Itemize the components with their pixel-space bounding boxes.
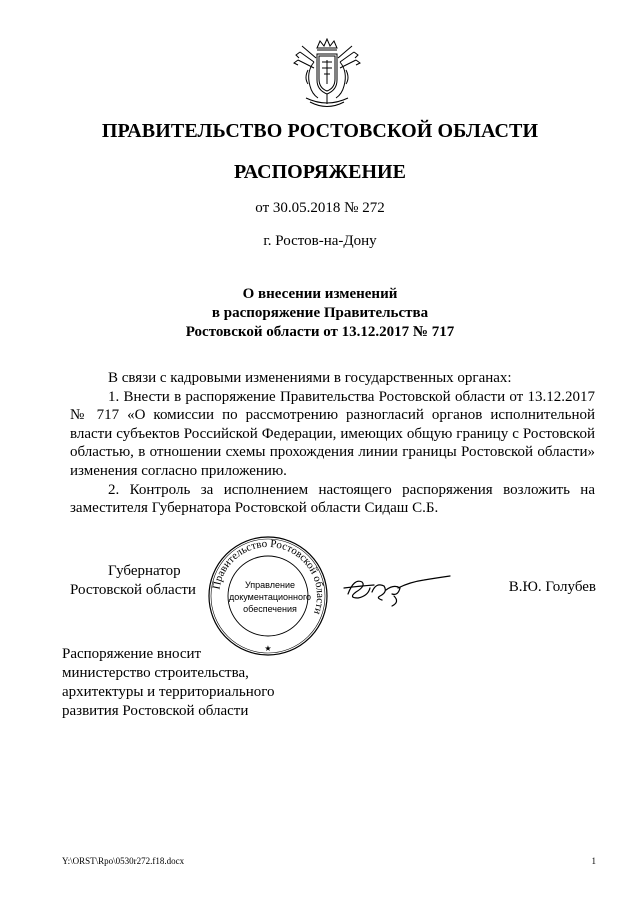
submitted-by-line: министерство строительства, bbox=[62, 665, 249, 681]
seal-star-icon: ★ bbox=[264, 644, 272, 653]
official-seal bbox=[207, 535, 329, 657]
subject-line: в распоряжение Правительства bbox=[211, 305, 429, 321]
body-item-2: 2. Контроль за исполнением настоящего распоряжения возложить на заместителя Губернатора Ростовской области Сидаш С.Б. bbox=[70, 481, 595, 517]
subject-line: Ростовской области от 13.12.2017 № 717 bbox=[185, 324, 455, 340]
body-preamble: В связи с кадровыми изменениями в государственных органах: bbox=[108, 370, 512, 386]
body-item-1: 1. Внести в распоряжение Правительства Ростовской области от 13.12.2017 № 717 «О комиссии по рассмотрению разногласий органов исполнительной власти субъектов Российской Федерации, имеющих общую границу с Ростовской областью, в отношении схемы прохождения линии границы Ростовской области» изменения согласно приложению. bbox=[70, 388, 595, 479]
seal-inner-line: обеспечения bbox=[243, 604, 297, 614]
document-type: РАСПОРЯЖЕНИЕ bbox=[234, 161, 406, 183]
seal-inner-line: документационного bbox=[228, 592, 312, 602]
handwritten-signature bbox=[340, 568, 455, 610]
seal-inner-line: Управление bbox=[244, 580, 296, 590]
document-city: г. Ростов-на-Дону bbox=[263, 233, 377, 249]
submitted-by-line: архитектуры и территориального bbox=[62, 684, 275, 700]
seal-outer-text: Правительство Ростовской области bbox=[210, 537, 327, 616]
document-date-number: от 30.05.2018 № 272 bbox=[255, 200, 385, 216]
submitted-by bbox=[62, 645, 362, 721]
signatory-name: В.Ю. Голубев bbox=[508, 579, 596, 595]
position-line: Ростовской области bbox=[70, 581, 196, 598]
document-body bbox=[70, 369, 595, 518]
signatory-position bbox=[70, 562, 230, 599]
subject-line: О внесении изменений bbox=[242, 286, 398, 302]
position-line: Губернатор bbox=[108, 563, 181, 579]
submitted-by-line: развития Ростовской области bbox=[62, 703, 249, 719]
government-title: ПРАВИТЕЛЬСТВО РОСТОВСКОЙ ОБЛАСТИ bbox=[101, 120, 539, 142]
footer-page-number: 1 bbox=[591, 856, 596, 866]
rostov-oblast-coat-of-arms-icon bbox=[292, 38, 362, 112]
submitted-by-line: Распоряжение вносит bbox=[62, 646, 202, 662]
footer-file-path: Y:\ORST\Rpo\0530r272.f18.docx bbox=[62, 856, 185, 866]
document-subject bbox=[0, 285, 640, 342]
